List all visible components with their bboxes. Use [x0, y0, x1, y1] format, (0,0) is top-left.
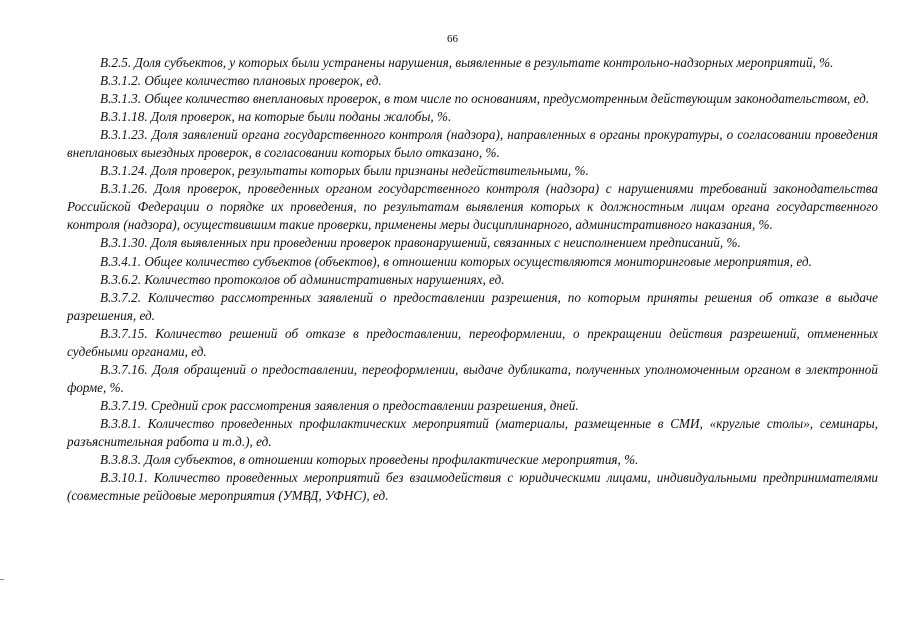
paragraph-v-3-1-18: В.3.1.18. Доля проверок, на которые были поданы жалобы, %.	[100, 109, 452, 125]
paragraph-v-3-8-1: В.3.8.1. Количество проведенных профилактических мероприятий (материалы, размещенные в СМИ, «круглые столы», семинары, разъяснительная работа и т.д.), ед.	[67, 415, 878, 449]
paragraph-v-3-7-16: В.3.7.16. Доля обращений о предоставлении, переоформлении, выдаче дубликата, полученных уполномоченным органом в электронной форме, %.	[67, 361, 878, 395]
paragraph-v-3-7-19: В.3.7.19. Средний срок рассмотрения заявления о предоставлении разрешения, дней.	[100, 397, 579, 413]
paragraph-v-3-1-23: В.3.1.23. Доля заявлений органа государственного контроля (надзора), направленных в органы прокуратуры, о согласовании проведения внеплановых выездных проверок, в согласовании которых было отказано, %.	[67, 127, 878, 161]
paragraph-v-3-7-15: В.3.7.15. Количество решений об отказе в предоставлении, переоформлении, о прекращении действия разрешений, отмененных судебными органами, ед.	[67, 325, 878, 359]
paragraph-v-3-1-3: В.3.1.3. Общее количество внеплановых проверок, в том числе по основаниям, предусмотренным действующим законодательством, ед.	[100, 91, 870, 107]
margin-mark	[0, 579, 4, 580]
page-number: 66	[447, 33, 458, 45]
paragraph-v-3-4-1: В.3.4.1. Общее количество субъектов (объектов), в отношении которых осуществляются мониторинговые мероприятия, ед.	[100, 253, 812, 269]
paragraph-v-3-1-26: В.3.1.26. Доля проверок, проведенных органом государственного контроля (надзора) с нарушениями требований законодательства Российской Федерации о порядке их проведения, по результатам выявления которых к должностным лицам органа государственного контроля (надзора), осуществившим такие проверки, применены меры дисциплинарного, административного наказания, %.	[67, 181, 878, 233]
paragraph-v-3-7-2: В.3.7.2. Количество рассмотренных заявлений о предоставлении разрешения, по которым приняты решения об отказе в выдаче разрешения, ед.	[67, 289, 878, 323]
paragraph-v-3-8-3: В.3.8.3. Доля субъектов, в отношении которых проведены профилактические мероприятия, %.	[100, 452, 639, 468]
paragraph-v-3-1-2: В.3.1.2. Общее количество плановых проверок, ед.	[100, 73, 382, 89]
paragraph-v-2-5: В.2.5. Доля субъектов, у которых были устранены нарушения, выявленные в результате контрольно-надзорных мероприятий, %.	[100, 55, 834, 70]
paragraph-v-3-1-30: В.3.1.30. Доля выявленных при проведении проверок правонарушений, связанных с неисполнением предписаний, %.	[100, 235, 741, 251]
paragraph-v-3-1-24: В.3.1.24. Доля проверок, результаты которых были признаны недействительными, %.	[100, 163, 589, 179]
paragraph-v-3-10-1: В.3.10.1. Количество проведенных мероприятий без взаимодействия с юридическими лицами, индивидуальными предпринимателями (совместные рейдовые мероприятия (УМВД, УФНС), ед.	[67, 470, 878, 504]
document-body	[67, 54, 878, 505]
paragraph-v-3-6-2: В.3.6.2. Количество протоколов об административных нарушениях, ед.	[100, 271, 505, 287]
